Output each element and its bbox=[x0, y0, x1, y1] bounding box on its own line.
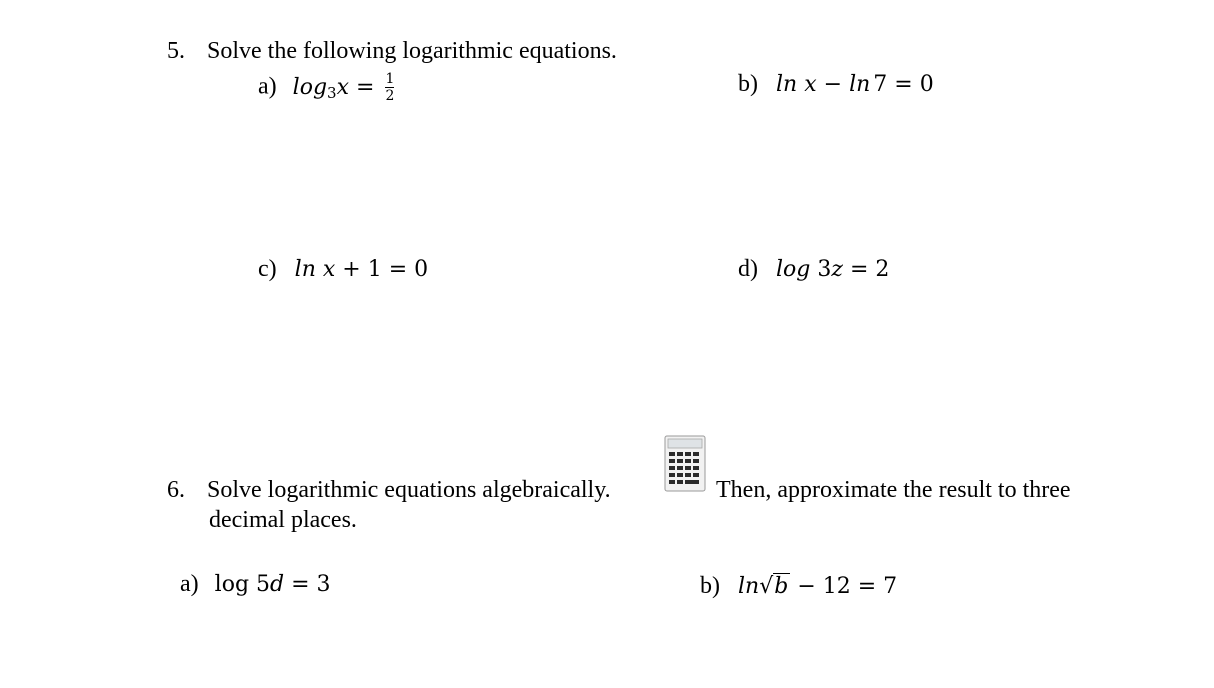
radicand: b bbox=[774, 574, 789, 599]
q5-part-b bbox=[738, 71, 934, 98]
variable: x bbox=[322, 257, 336, 282]
ln-function: ln bbox=[294, 257, 316, 282]
equals-sign: = bbox=[356, 74, 375, 100]
minus-sign: − bbox=[823, 72, 843, 97]
question-6-line-2: decimal places. bbox=[209, 507, 357, 533]
q5-part-d bbox=[738, 256, 889, 283]
q6-part-a bbox=[180, 571, 331, 598]
log-function: log bbox=[776, 257, 811, 282]
equals-zero: = 0 bbox=[894, 72, 934, 97]
question-text: Solve logarithmic equations algebraically. bbox=[207, 477, 611, 503]
variable: x bbox=[804, 72, 817, 97]
ln-function: ln bbox=[738, 574, 760, 599]
part-label: b) bbox=[700, 573, 720, 599]
question-number: 5. bbox=[167, 38, 185, 64]
q6-part-b bbox=[700, 573, 897, 600]
ln-function: ln bbox=[776, 72, 798, 97]
log-function: log bbox=[214, 572, 250, 597]
part-label: c) bbox=[258, 256, 277, 282]
part-label: d) bbox=[738, 256, 758, 282]
part-label: a) bbox=[180, 571, 199, 597]
part-label: a) bbox=[258, 73, 277, 100]
equation bbox=[295, 257, 428, 282]
equation bbox=[292, 71, 395, 104]
numerator: 1 bbox=[385, 71, 395, 87]
variable: z bbox=[831, 257, 843, 282]
log-base: 3 bbox=[327, 83, 337, 102]
log-function: log bbox=[292, 74, 328, 100]
question-number: 6. bbox=[167, 477, 185, 503]
square-root: √b bbox=[759, 574, 789, 599]
question-6-line-1 bbox=[167, 477, 611, 504]
equation-rest: = 2 bbox=[849, 257, 890, 282]
variable: x bbox=[336, 74, 349, 100]
equation bbox=[215, 572, 331, 597]
variable: d bbox=[270, 572, 285, 597]
equation bbox=[738, 574, 897, 599]
ln-function: ln bbox=[849, 72, 871, 97]
fraction bbox=[385, 72, 394, 103]
equation bbox=[776, 72, 934, 97]
q5-part-c bbox=[258, 256, 428, 283]
coefficient: 5 bbox=[256, 572, 271, 597]
question-text: Solve the following logarithmic equations. bbox=[207, 38, 617, 64]
part-label: b) bbox=[738, 71, 758, 97]
equation-rest: − 12 = 7 bbox=[797, 574, 898, 599]
question-6-line-1b: Then, approximate the result to three bbox=[716, 477, 1071, 503]
coefficient: 3 bbox=[817, 257, 832, 282]
equation bbox=[776, 257, 889, 282]
equation-rest: = 3 bbox=[291, 572, 331, 597]
argument: 7 bbox=[873, 72, 888, 97]
denominator: 2 bbox=[385, 88, 395, 104]
calculator-icon bbox=[664, 435, 706, 492]
question-5-heading bbox=[167, 38, 617, 65]
equation-rest: + 1 = 0 bbox=[342, 257, 429, 282]
q5-part-a bbox=[258, 72, 394, 103]
